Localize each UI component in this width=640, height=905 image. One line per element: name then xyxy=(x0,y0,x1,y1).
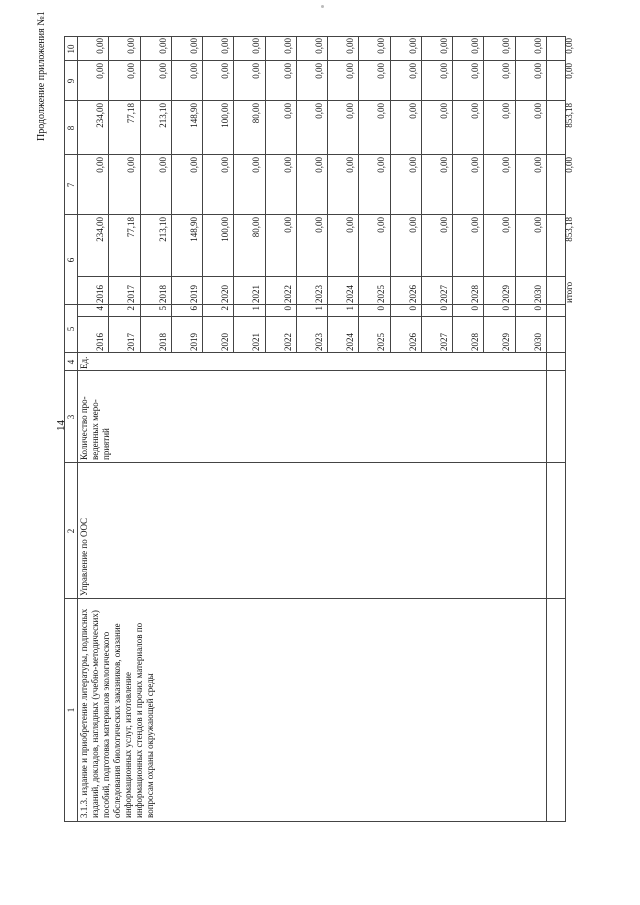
total-col6: 853,18 xyxy=(563,217,574,242)
year-col5: 2019 xyxy=(188,333,199,351)
year-col5: 2029 xyxy=(501,333,512,351)
amount-col9: 0,00 xyxy=(470,63,480,79)
amount-col7: 0,00 xyxy=(376,157,387,173)
amount-col10: 0,00 xyxy=(282,38,293,54)
row-rule xyxy=(546,353,547,821)
row-rule xyxy=(108,37,109,353)
amount-col10: 0,00 xyxy=(313,38,324,54)
amount-col10: 0,00 xyxy=(407,38,418,54)
events-count: 2 xyxy=(220,306,230,311)
amount-col6: 0,00 xyxy=(313,217,324,233)
year-col5: 2017 xyxy=(126,333,137,351)
amount-col6: 148,90 xyxy=(188,217,199,242)
header-col-4: 4 xyxy=(66,359,76,365)
amount-col8: 100,00 xyxy=(220,103,230,128)
amount-col8: 0,00 xyxy=(282,103,293,119)
amount-col9: 0,00 xyxy=(251,63,262,79)
amount-col6: 234,00 xyxy=(95,217,105,242)
program-table xyxy=(64,36,574,822)
amount-col7: 0,00 xyxy=(438,157,449,173)
events-count: 0 xyxy=(532,306,543,311)
amount-col7: 0,00 xyxy=(157,157,168,173)
executor: Управление по ООС xyxy=(79,517,89,596)
amount-col8: 0,00 xyxy=(345,103,355,119)
year-col5: 2028 xyxy=(470,333,480,351)
amount-col10: 0,00 xyxy=(126,38,137,54)
amount-col6: 0,00 xyxy=(345,217,355,233)
year-col6: 2021 xyxy=(251,285,262,303)
amount-col9: 0,00 xyxy=(126,63,137,79)
amount-col7: 0,00 xyxy=(407,157,418,173)
row-rule xyxy=(452,37,453,353)
amount-col10: 0,00 xyxy=(532,38,543,54)
events-count: 2 xyxy=(126,306,137,311)
amount-col8: 0,00 xyxy=(438,103,449,119)
amount-col8: 0,00 xyxy=(532,103,543,119)
amount-col10: 0,00 xyxy=(251,38,262,54)
total-col8: 853,18 xyxy=(563,103,574,128)
year-col5: 2026 xyxy=(407,333,418,351)
year-col6: 2019 xyxy=(188,285,199,303)
amount-col7: 0,00 xyxy=(188,157,199,173)
amount-col8: 77,18 xyxy=(126,103,137,124)
amount-col6: 80,00 xyxy=(251,217,262,238)
year-col5: 2024 xyxy=(345,333,355,351)
column-rule xyxy=(65,370,565,371)
row-rule xyxy=(171,37,172,353)
year-col6: 2029 xyxy=(501,285,512,303)
amount-col9: 0,00 xyxy=(282,63,293,79)
column-rule xyxy=(65,154,565,155)
events-count: 5 xyxy=(157,306,168,311)
header-col-6: 6 xyxy=(66,257,76,263)
amount-col6: 213,10 xyxy=(157,217,168,242)
amount-col9: 0,00 xyxy=(501,63,512,79)
amount-col7: 0,00 xyxy=(313,157,324,173)
row-rule xyxy=(296,37,297,353)
row-rule xyxy=(546,37,547,353)
year-col5: 2023 xyxy=(313,333,324,351)
amount-col6: 0,00 xyxy=(470,217,480,233)
year-col6: 2020 xyxy=(220,285,230,303)
continuation-note: Продолжение приложения №1 xyxy=(36,11,47,141)
year-col5: 2025 xyxy=(376,333,387,351)
column-rule xyxy=(65,100,565,101)
column-rule xyxy=(65,352,565,353)
amount-col7: 0,00 xyxy=(501,157,512,173)
amount-col10: 0,00 xyxy=(376,38,387,54)
amount-col6: 0,00 xyxy=(282,217,293,233)
amount-col9: 0,00 xyxy=(157,63,168,79)
events-count: 0 xyxy=(470,306,480,311)
year-col5: 2022 xyxy=(282,333,293,351)
amount-col6: 0,00 xyxy=(376,217,387,233)
row-rule xyxy=(327,37,328,353)
total-col10: 0,00 xyxy=(563,38,574,54)
year-col6: 2030 xyxy=(532,285,543,303)
year-col6: 2022 xyxy=(282,285,293,303)
amount-col8: 0,00 xyxy=(501,103,512,119)
total-col7: 0,00 xyxy=(563,157,574,173)
row-rule xyxy=(140,37,141,353)
amount-col10: 0,00 xyxy=(470,38,480,54)
year-col5: 2027 xyxy=(438,333,449,351)
amount-col10: 0,00 xyxy=(501,38,512,54)
amount-col8: 0,00 xyxy=(376,103,387,119)
row-rule xyxy=(265,37,266,353)
header-col-8: 8 xyxy=(66,125,76,131)
column-rule xyxy=(65,60,565,61)
total-col9: 0,00 xyxy=(563,63,574,79)
events-count: 0 xyxy=(376,306,387,311)
events-count: 0 xyxy=(407,306,418,311)
amount-col10: 0,00 xyxy=(345,38,355,54)
amount-col6: 0,00 xyxy=(532,217,543,233)
row-rule xyxy=(421,37,422,353)
row-rule xyxy=(390,37,391,353)
year-col6: 2027 xyxy=(438,285,449,303)
events-count: 1 xyxy=(313,306,324,311)
events-count: 4 xyxy=(95,306,105,311)
header-col-7: 7 xyxy=(66,182,76,188)
year-col6: 2028 xyxy=(470,285,480,303)
amount-col9: 0,00 xyxy=(188,63,199,79)
year-col5: 2018 xyxy=(157,333,168,351)
amount-col8: 213,10 xyxy=(157,103,168,128)
amount-col7: 0,00 xyxy=(282,157,293,173)
amount-col10: 0,00 xyxy=(220,38,230,54)
amount-col10: 0,00 xyxy=(95,38,105,54)
amount-col8: 148,90 xyxy=(188,103,199,128)
amount-col9: 0,00 xyxy=(532,63,543,79)
amount-col10: 0,00 xyxy=(188,38,199,54)
amount-col8: 0,00 xyxy=(313,103,324,119)
row-rule xyxy=(202,37,203,353)
amount-col6: 0,00 xyxy=(407,217,418,233)
row-rule xyxy=(515,37,516,353)
measure-name: 3.1.3. издание и приобретение литературы, подписных изданий, докладов, наглядных (учебно-методических) пособий, подготовка материалов экологического обследования биологических заказников, оказание информационных услуг, изготовление информационных стендов и прочих материалов по вопросам охраны окружающей среды xyxy=(79,608,155,818)
year-col6: 2017 xyxy=(126,285,137,303)
amount-col9: 0,00 xyxy=(313,63,324,79)
column-rule xyxy=(65,462,565,463)
year-col5: 2030 xyxy=(532,333,543,351)
year-divider xyxy=(77,276,565,277)
events-count: 0 xyxy=(282,306,293,311)
amount-col6: 0,00 xyxy=(438,217,449,233)
year-col5: 2020 xyxy=(220,333,230,351)
row-rule xyxy=(233,37,234,353)
amount-col8: 0,00 xyxy=(407,103,418,119)
year-col6: 2018 xyxy=(157,285,168,303)
amount-col6: 100,00 xyxy=(220,217,230,242)
amount-col7: 0,00 xyxy=(532,157,543,173)
header-col-2: 2 xyxy=(66,528,76,534)
events-count: 1 xyxy=(251,306,262,311)
year-col6: 2024 xyxy=(345,285,355,303)
amount-col6: 77,18 xyxy=(126,217,137,238)
events-count: 0 xyxy=(438,306,449,311)
amount-col7: 0,00 xyxy=(220,157,230,173)
amount-col10: 0,00 xyxy=(157,38,168,54)
year-col6: 2025 xyxy=(376,285,387,303)
amount-col8: 0,00 xyxy=(470,103,480,119)
page-number: 14 xyxy=(55,420,67,431)
amount-col7: 0,00 xyxy=(251,157,262,173)
amount-col8: 80,00 xyxy=(251,103,262,124)
column-rule xyxy=(65,598,565,599)
amount-col9: 0,00 xyxy=(407,63,418,79)
header-col-10: 10 xyxy=(66,44,76,54)
amount-col9: 0,00 xyxy=(438,63,449,79)
unit: Ед. xyxy=(79,356,89,369)
amount-col7: 0,00 xyxy=(95,157,105,173)
amount-col7: 0,00 xyxy=(126,157,137,173)
indicator-name: Количество про-веденных меро-приятий xyxy=(79,396,111,460)
amount-col9: 0,00 xyxy=(345,63,355,79)
row-rule xyxy=(483,37,484,353)
events-count: 0 xyxy=(501,306,512,311)
amount-col10: 0,00 xyxy=(438,38,449,54)
header-col-3: 3 xyxy=(66,414,76,420)
amount-col9: 0,00 xyxy=(95,63,105,79)
year-col5: 2016 xyxy=(95,333,105,351)
header-col-9: 9 xyxy=(66,78,76,84)
events-count: 6 xyxy=(188,306,199,311)
amount-col6: 0,00 xyxy=(501,217,512,233)
amount-col9: 0,00 xyxy=(220,63,230,79)
year-col6: 2026 xyxy=(407,285,418,303)
events-count: 1 xyxy=(345,306,355,311)
scan-speck xyxy=(321,5,324,8)
amount-col7: 0,00 xyxy=(470,157,480,173)
year-col6: 2016 xyxy=(95,285,105,303)
total-label: итого xyxy=(563,281,574,303)
column-rule xyxy=(65,214,565,215)
header-col-5: 5 xyxy=(66,326,76,332)
amount-col8: 234,00 xyxy=(95,103,105,128)
header-col-1: 1 xyxy=(66,707,76,713)
row-rule xyxy=(358,37,359,353)
amount-col9: 0,00 xyxy=(376,63,387,79)
year-col6: 2023 xyxy=(313,285,324,303)
year-col5: 2021 xyxy=(251,333,262,351)
amount-col7: 0,00 xyxy=(345,157,355,173)
column-rule xyxy=(65,304,565,305)
